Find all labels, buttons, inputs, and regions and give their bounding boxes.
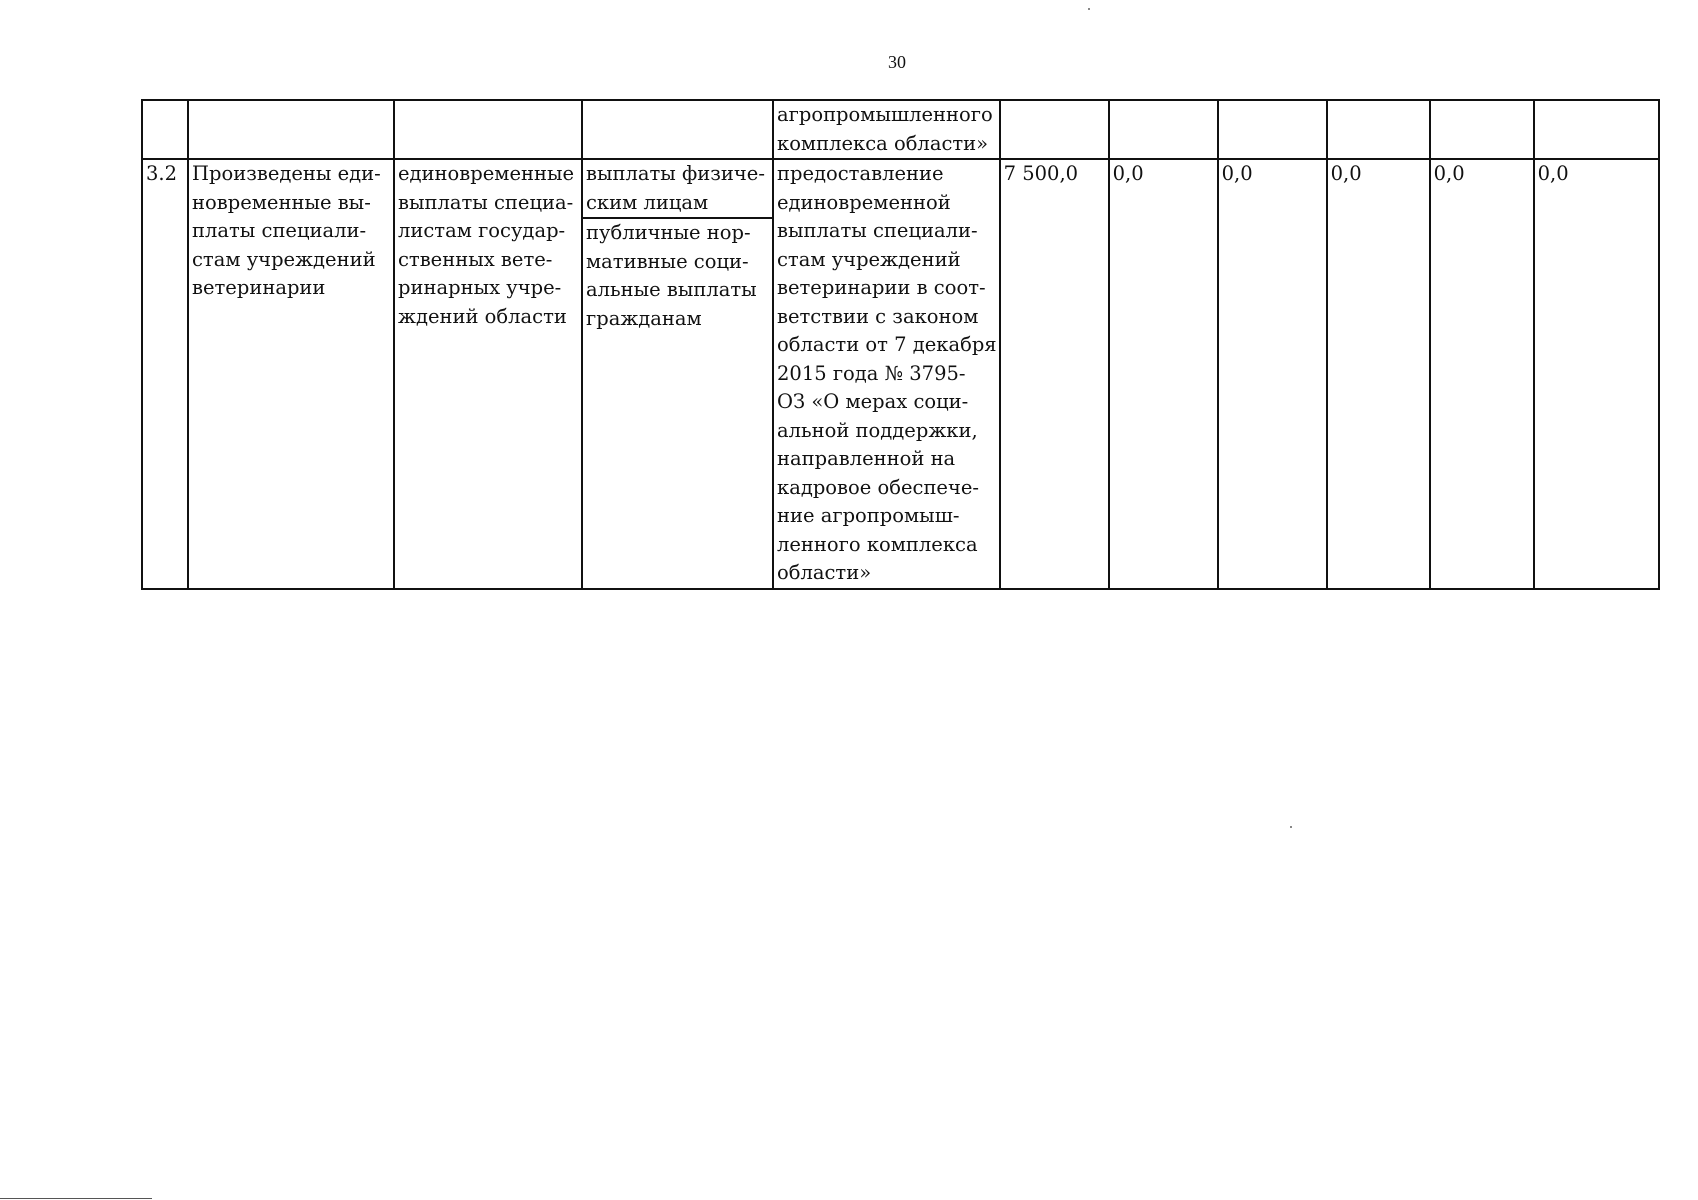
text-line: стам учреждений <box>777 247 961 271</box>
cell-result <box>188 159 394 589</box>
cell-expense-type <box>582 100 773 159</box>
cell-number: 3.2 <box>142 159 188 589</box>
text-line: выплаты специа- <box>398 190 574 214</box>
text-line: стам учреждений <box>192 247 376 271</box>
cell-event <box>394 159 582 589</box>
text-line: листам государ- <box>398 219 566 242</box>
text-line: области» <box>777 561 872 584</box>
text-line: единовременные <box>398 162 575 185</box>
table-row-continuation <box>142 100 1659 159</box>
cell-amount <box>1327 100 1430 159</box>
text-line: ским лицам <box>586 190 709 214</box>
text-line: новременные вы- <box>192 190 371 214</box>
cell-amount: 0,0 <box>1109 159 1218 589</box>
text-line: кадровое обеспече- <box>777 475 979 499</box>
cell-funding-basis <box>773 159 1000 589</box>
text-line: выплаты специали- <box>777 219 978 242</box>
text-line: ринарных учре- <box>398 276 562 299</box>
cell-amount: 0,0 <box>1430 159 1534 589</box>
scan-artifact-line <box>0 1198 152 1199</box>
scan-artifact-dot <box>1290 826 1292 828</box>
text-line: платы специали- <box>192 219 367 242</box>
text-line: ветствии с законом <box>777 304 979 328</box>
text-line: комплекса области» <box>777 131 989 155</box>
text-line: единовременной <box>777 190 951 214</box>
page-number: 30 <box>888 52 906 72</box>
text-line: альной поддержки, <box>777 418 978 442</box>
cell-amount: 0,0 <box>1327 159 1430 589</box>
text-line: публичные нор- <box>586 221 751 244</box>
expense-type-1 <box>586 160 770 217</box>
cell-amount-total: 7 500,0 <box>1000 159 1109 589</box>
cell-expense-type <box>582 159 773 589</box>
text-line: ние агропромыш- <box>777 504 960 527</box>
text-line: ждений области <box>398 304 567 328</box>
text-line: Произведены еди- <box>192 162 381 185</box>
cell-result <box>188 100 394 159</box>
text-line: альные выплаты <box>586 278 757 301</box>
cell-funding-basis <box>773 100 1000 159</box>
cell-amount <box>1109 100 1218 159</box>
text-line: выплаты физиче- <box>586 162 765 185</box>
cell-amount: 0,0 <box>1218 159 1327 589</box>
cell-amount <box>1534 100 1659 159</box>
cell-amount <box>1218 100 1327 159</box>
cell-amount <box>1000 100 1109 159</box>
cell-event <box>394 100 582 159</box>
cell-amount <box>1430 100 1534 159</box>
cell-number <box>142 100 188 159</box>
text-line: мативные соци- <box>586 249 749 273</box>
expense-type-2 <box>583 217 772 333</box>
text-line: агропромышленного <box>777 103 993 126</box>
cell-amount: 0,0 <box>1534 159 1659 589</box>
text-line: ственных вете- <box>398 247 553 271</box>
text-line: ОЗ «О мерах соци- <box>777 390 969 413</box>
table-row-3-2 <box>142 159 1659 589</box>
text-line: 2015 года № 3795- <box>777 361 966 385</box>
program-measures-table <box>141 99 1660 590</box>
scan-artifact-dot <box>1088 8 1090 10</box>
text-line: предоставление <box>777 162 944 185</box>
text-line: ветеринарии в соот- <box>777 276 986 299</box>
text-line: области от 7 декабря <box>777 333 997 356</box>
text-line: направленной на <box>777 447 956 470</box>
text-line: ленного комплекса <box>777 532 978 556</box>
text-line: ветеринарии <box>192 276 326 299</box>
text-line: гражданам <box>586 306 702 330</box>
